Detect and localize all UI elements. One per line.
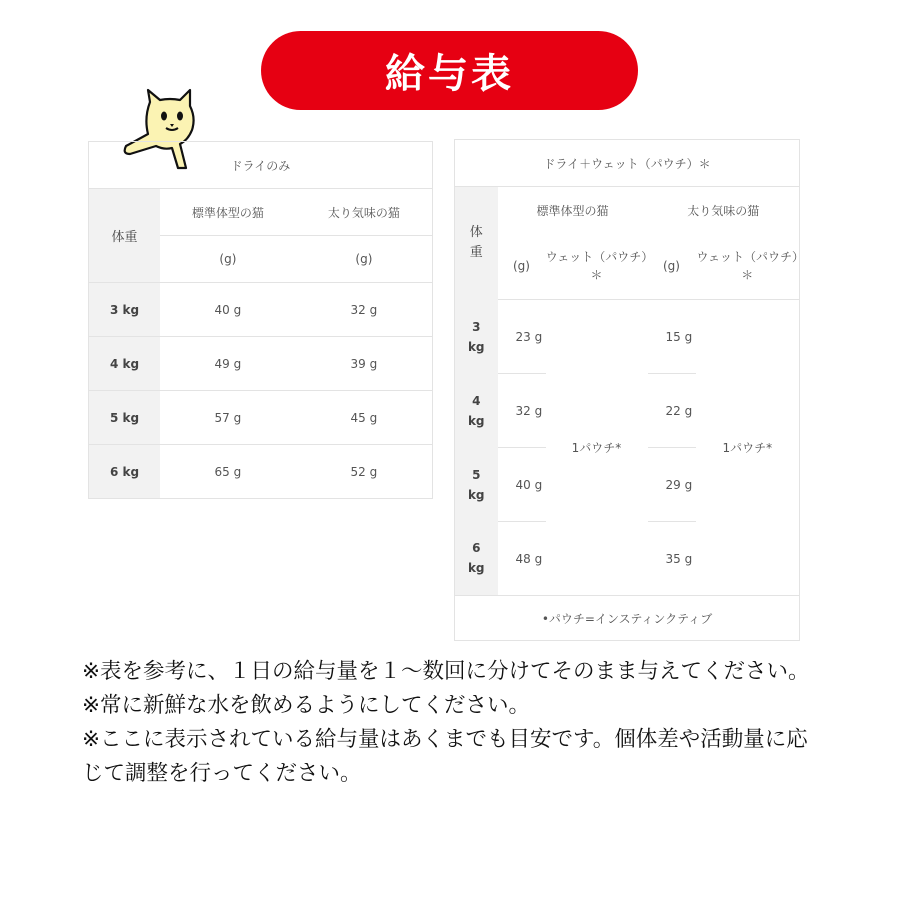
weight-cell: 5 kg (89, 391, 161, 445)
mixed-feeding-table (454, 139, 800, 641)
standard-cell: 48 g (515, 551, 543, 566)
overweight-cell: 32 g (296, 283, 433, 337)
table-row (89, 445, 433, 499)
page-title: 給与表 (261, 31, 638, 110)
weight-cell: 6 kg (455, 522, 498, 596)
unit-overweight: (g) (355, 252, 373, 266)
standard-cell: 23 g (498, 300, 546, 374)
note-line: ※ここに表示されている給与量はあくまでも目安です。個体差や活動量に応じて調整を行ってください。 (82, 727, 808, 786)
standard-cell: 32 g (498, 374, 546, 448)
table-row (455, 300, 800, 374)
column-header-standard: 標準体型の猫 (160, 189, 296, 236)
standard-cell: 40 g (160, 283, 296, 337)
note-line: ※表を参考に、１日の給与量を１〜数回に分けてそのまま与えてください。 (82, 659, 810, 684)
unit-standard: (g) (219, 252, 237, 266)
feeding-notes (82, 655, 812, 791)
standard-cell: 57 g (160, 391, 296, 445)
wet-label-overweight: ウェット（パウチ）＊ (696, 233, 800, 300)
overweight-cell: 29 g (648, 448, 696, 522)
overweight-cell: 35 g (665, 551, 693, 566)
weight-cell: 3 kg (89, 283, 161, 337)
mixed-table-caption: ドライ＋ウェット（パウチ）＊ (455, 140, 800, 187)
weight-header: 体 重 (455, 187, 498, 300)
overweight-cell: 45 g (296, 391, 433, 445)
weight-cell: 4 kg (89, 337, 161, 391)
dry-table-caption: ドライのみ (89, 142, 433, 189)
overweight-cell: 22 g (648, 374, 696, 448)
column-header-overweight: 太り気味の猫 (296, 189, 433, 236)
pouch-standard-cell: 1パウチ* (571, 441, 622, 455)
group-header-overweight: 太り気味の猫 (687, 203, 760, 218)
pouch-overweight-cell: 1パウチ* (722, 441, 773, 455)
standard-cell: 65 g (160, 445, 296, 499)
dry-feeding-table (88, 141, 433, 499)
weight-cell: 5 kg (455, 448, 498, 522)
weight-cell: 6 kg (89, 445, 161, 499)
weight-cell: 4 kg (455, 374, 498, 448)
weight-cell: 3 kg (455, 300, 498, 374)
overweight-cell: 52 g (296, 445, 433, 499)
overweight-cell: 15 g (648, 300, 696, 374)
weight-header: 体重 (89, 189, 161, 283)
overweight-cell: 39 g (296, 337, 433, 391)
table-row (89, 337, 433, 391)
unit-overweight: (g) (648, 233, 696, 300)
group-header-standard: 標準体型の猫 (536, 203, 609, 218)
standard-cell: 49 g (160, 337, 296, 391)
note-line: ※常に新鮮な水を飲めるようにしてください。 (82, 693, 531, 718)
wet-label-standard: ウェット（パウチ）＊ (546, 233, 648, 300)
unit-standard: (g) (498, 233, 546, 300)
standard-cell: 40 g (498, 448, 546, 522)
table-row (89, 391, 433, 445)
table-footnote: •パウチ=インスティンクティブ (455, 596, 800, 641)
table-row (89, 283, 433, 337)
